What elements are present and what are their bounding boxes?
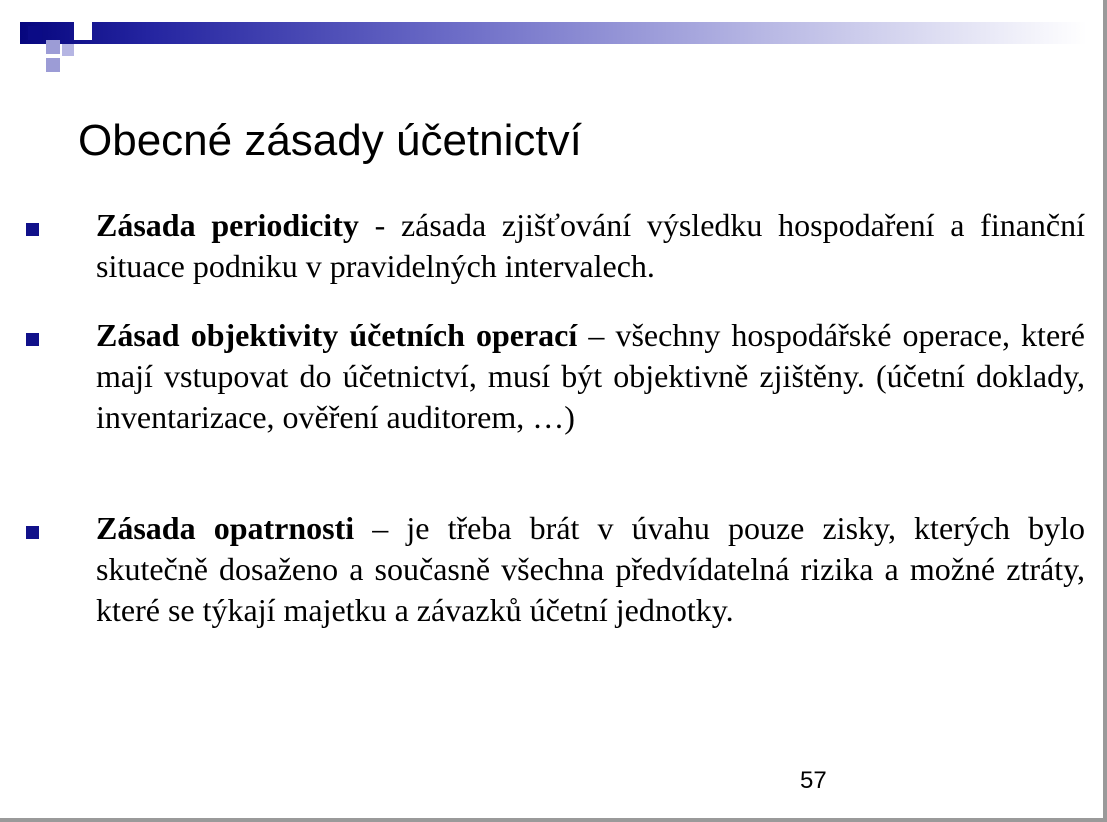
decor-square (30, 6, 42, 18)
bullet-term: Zásada opatrnosti (96, 510, 355, 546)
square-bullet-icon (26, 333, 39, 346)
bullet-description: - zásada zjišťování výsledku hospodaření a finanční situace podniku v pravidelných intervalech. (96, 207, 1085, 284)
page-number: 57 (800, 767, 827, 794)
decor-square (74, 22, 92, 40)
decor-square (46, 40, 60, 54)
decor-square (28, 26, 42, 40)
slide-title: Obecné zásady účetnictví (78, 116, 582, 165)
bullet-text (96, 315, 1085, 438)
decor-square (62, 44, 74, 56)
square-bullet-icon (26, 526, 39, 539)
bullet-term: Zásada periodicity (96, 207, 359, 243)
header-gradient-bar (20, 22, 1087, 44)
bullet-text (96, 205, 1085, 287)
decor-square (60, 6, 74, 20)
bullet-description: – všechny hospodářské operace, které mají vstupovat do účetnictví, musí být objektivně zjištěny. (účetní doklady, inventarizace, ověření auditorem, …) (96, 317, 1086, 435)
decor-square (46, 58, 60, 72)
square-bullet-icon (26, 223, 39, 236)
bullet-term: Zásad objektivity účetních operací (96, 317, 578, 353)
bullet-description: – je třeba brát v úvahu pouze zisky, kterých bylo skutečně dosaženo a současně všechna předvídatelná rizika a možné ztráty, které se týkají majetku a závazků účetní jednotky. (96, 510, 1086, 628)
bullet-text (96, 508, 1085, 631)
